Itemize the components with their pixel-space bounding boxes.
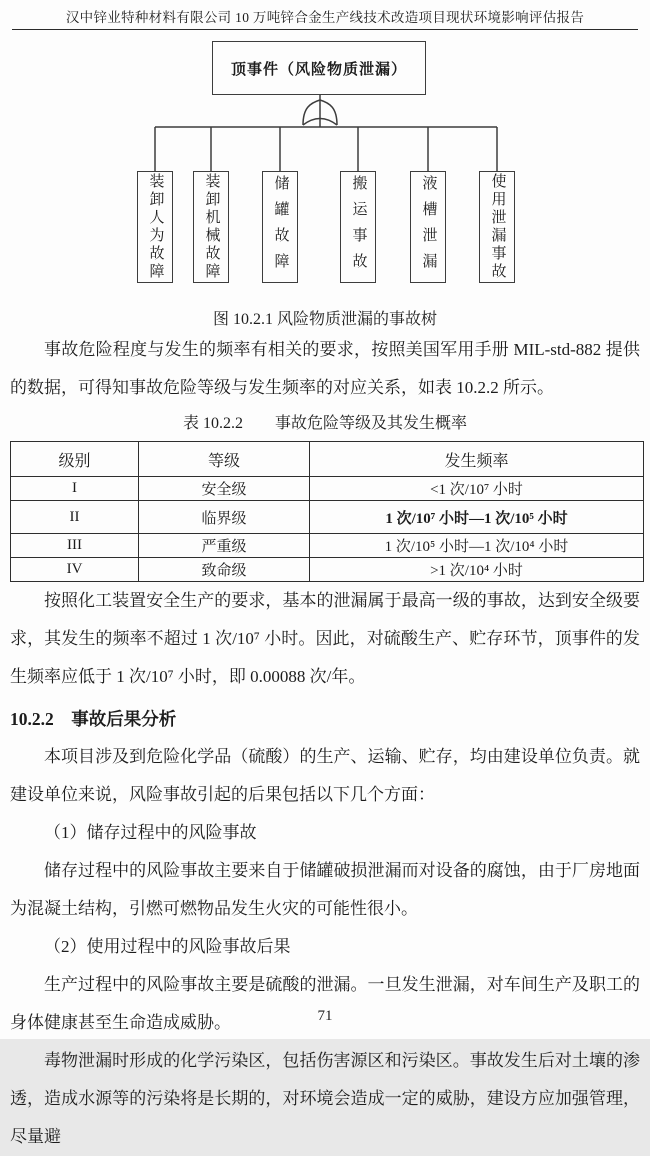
table-row [11, 534, 644, 558]
figure-caption: 图 10.2.1 风险物质泄漏的事故树 [212, 311, 437, 328]
base-event-box [193, 171, 229, 283]
running-header: 汉中锌业特种材料有限公司 10 万吨锌合金生产线技术改造项目现状环境影响评估报告 [12, 0, 638, 30]
top-event-box [212, 41, 426, 95]
base-event-label: 装卸人为故障 [147, 173, 164, 281]
table-row [11, 477, 644, 501]
cell-level: II [11, 501, 139, 534]
base-event-box [410, 171, 446, 283]
page-content [10, 331, 640, 1156]
base-event-box [340, 171, 376, 283]
cell-grade: 安全级 [139, 477, 310, 501]
header-grade: 等级 [139, 442, 310, 477]
section-number: 10.2.2 [10, 709, 54, 729]
table-header-row [11, 442, 644, 477]
cell-grade: 临界级 [139, 501, 310, 534]
base-event-box [262, 171, 298, 283]
cell-level: I [11, 477, 139, 501]
cell-frequency: 1 次/10⁵ 小时—1 次/10⁴ 小时 [310, 534, 644, 558]
table-title: 表 10.2.2 事故危险等级及其发生概率 [182, 415, 467, 432]
base-event-label: 搬运事故 [350, 175, 367, 279]
cell-level: IV [11, 558, 139, 582]
body-paragraph: 储存过程中的风险事故主要来自于储罐破损泄漏而对设备的腐蚀，由于厂房地面为混凝土结构，引燃可燃物品发生火灾的可能性很小。 [10, 861, 640, 918]
base-event-box [479, 171, 515, 283]
base-event-label: 储罐故障 [272, 175, 289, 279]
list-item: （2）使用过程中的风险事故后果 [44, 937, 291, 956]
base-event-box [137, 171, 173, 283]
body-paragraph: 毒物泄漏时形成的化学污染区，包括伤害源区和污染区。事故发生后对土壤的渗透，造成水源等的污染将是长期的，对环境会造成一定的威胁，建设方应加强管理，尽量避 [10, 1051, 640, 1146]
section-heading [10, 700, 640, 738]
header-frequency: 发生频率 [310, 442, 644, 477]
page-number: 71 [317, 1008, 333, 1024]
cell-frequency: <1 次/10⁷ 小时 [310, 477, 644, 501]
top-event-label: 顶事件（风险物质泄漏） [230, 61, 407, 78]
body-paragraph: 本项目涉及到危险化学品（硫酸）的生产、运输、贮存，均由建设单位负责。就建设单位来说，风险事故引起的后果包括以下几个方面： [10, 747, 640, 804]
intro-paragraph: 事故危险程度与发生的频率有相关的要求，按照美国军用手册 MIL-std-882 提供的数据，可得知事故危险等级与发生频率的对应关系，如表 10.2.2 所示。 [10, 340, 640, 397]
cell-frequency: >1 次/10⁴ 小时 [310, 558, 644, 582]
base-event-label: 液槽泄漏 [420, 175, 437, 279]
risk-grade-table [10, 441, 644, 582]
after-table-paragraph: 按照化工装置安全生产的要求，基本的泄漏属于最高一级的事故，达到安全级要求，其发生的频率不超过 1 次/10⁷ 小时。因此，对硫酸生产、贮存环节，顶事件的发生频率应低于 1 次/10⁷ 小时，即 0.00088 次/年。 [10, 591, 640, 686]
cell-frequency: 1 次/10⁷ 小时—1 次/10⁵ 小时 [310, 501, 644, 534]
base-event-label: 装卸机械故障 [203, 173, 220, 281]
table-row [11, 501, 644, 534]
cell-grade: 致命级 [139, 558, 310, 582]
fault-tree-diagram [0, 36, 650, 298]
section-title: 事故后果分析 [71, 709, 177, 729]
body-paragraph: 生产过程中的风险事故主要是硫酸的泄漏。一旦发生泄漏，对车间生产及职工的身体健康甚至生命造成威胁。 [10, 975, 640, 1032]
cell-level: III [11, 534, 139, 558]
table-row [11, 558, 644, 582]
cell-grade: 严重级 [139, 534, 310, 558]
list-item: （1）储存过程中的风险事故 [44, 823, 257, 842]
header-level: 级别 [11, 442, 139, 477]
base-event-label: 使用泄漏事故 [489, 173, 506, 281]
